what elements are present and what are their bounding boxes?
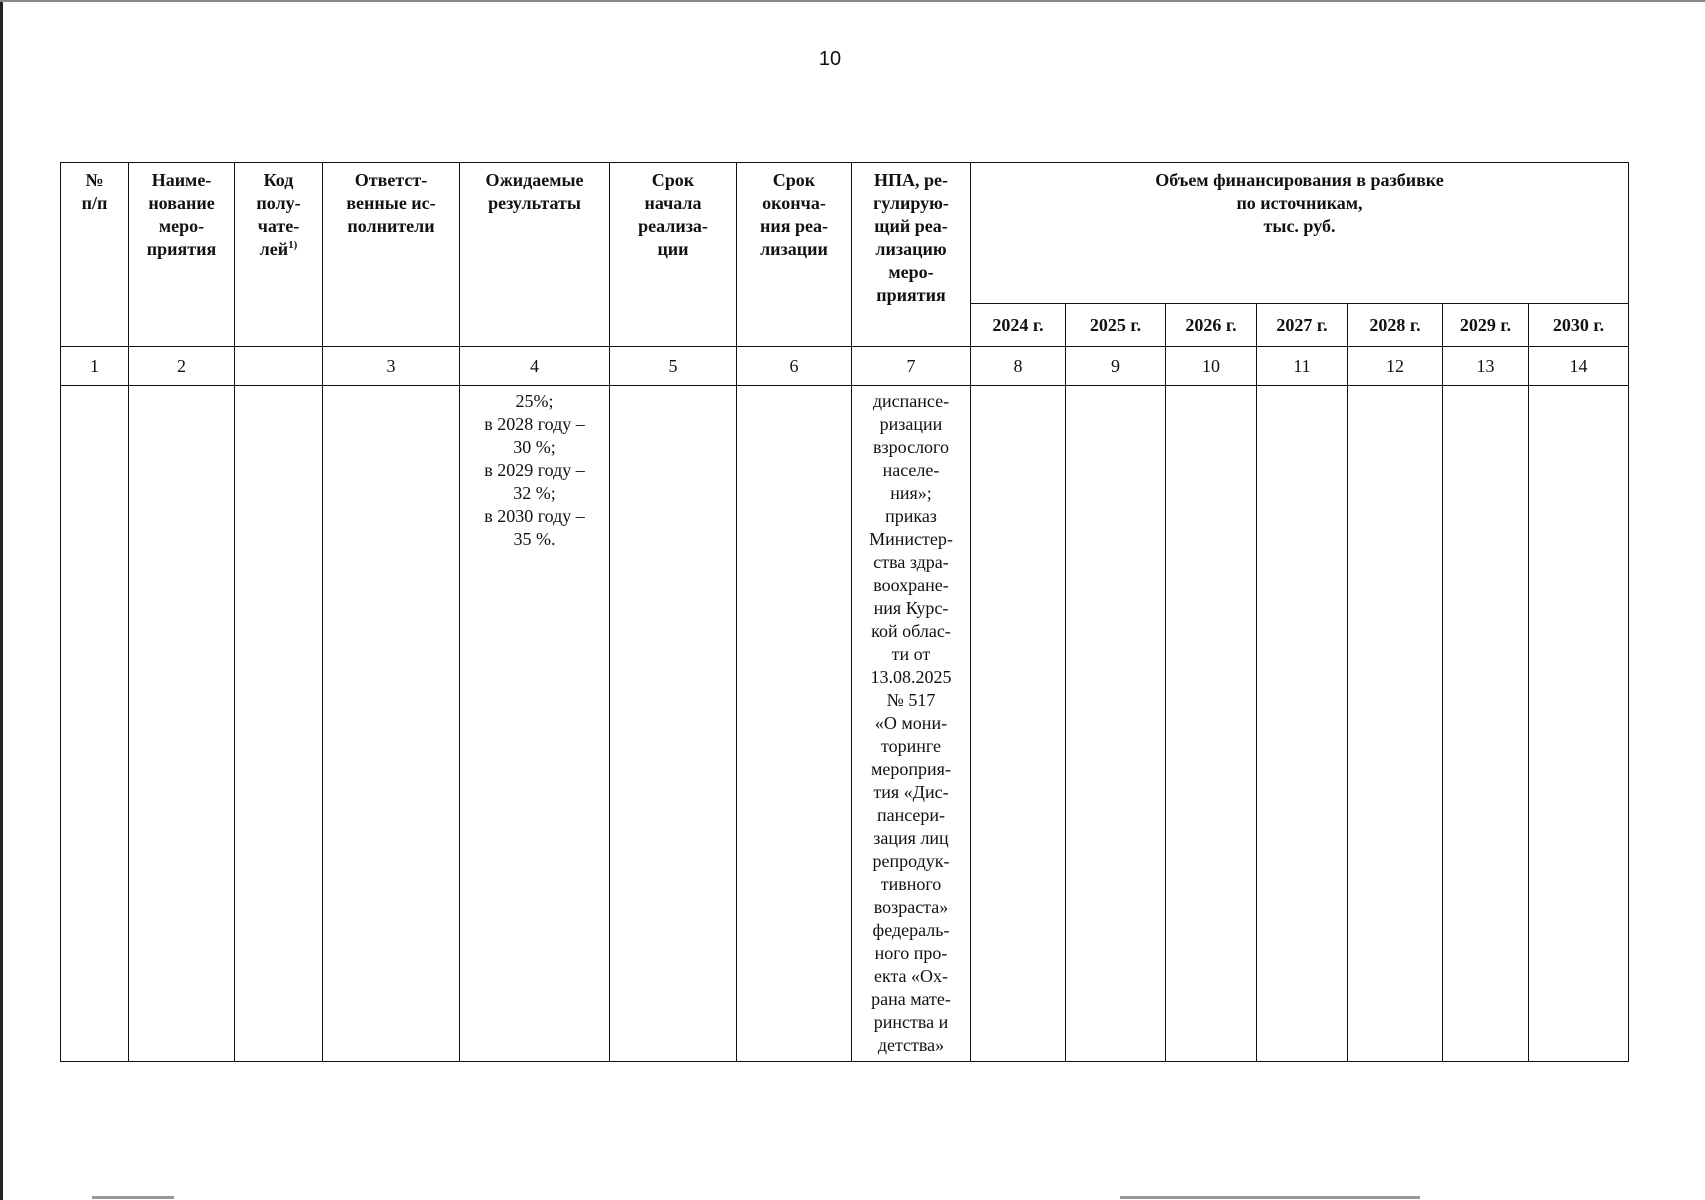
npa-text: рана мате-: [871, 989, 951, 1009]
header-text: оконча-: [762, 193, 826, 213]
cell-2024: [971, 386, 1066, 1062]
column-number: 13: [1443, 347, 1529, 386]
footnote-mark: 1): [288, 239, 298, 251]
cell-start: [610, 386, 737, 1062]
header-year-2030: 2030 г.: [1529, 304, 1629, 347]
header-text: Наиме-: [151, 170, 212, 190]
header-text: меро-: [158, 216, 205, 236]
npa-text: № 517: [886, 690, 936, 710]
npa-text: репродук-: [872, 851, 950, 871]
npa-text: ния»;: [890, 483, 932, 503]
npa-text: приказ: [885, 506, 937, 526]
results-text: 35 %.: [513, 529, 556, 549]
header-year-2026: 2026 г.: [1166, 304, 1257, 347]
header-text: венные ис-: [346, 193, 436, 213]
npa-text: диспансе-: [872, 391, 950, 411]
header-text: №: [85, 170, 104, 190]
header-text: меро-: [888, 262, 934, 282]
header-text: Ожидаемые: [485, 170, 584, 190]
cell-2029: [1443, 386, 1529, 1062]
cell-2025: [1066, 386, 1166, 1062]
npa-text: ти от: [891, 644, 931, 664]
header-col-results: [460, 163, 610, 347]
header-col-number: [61, 163, 129, 347]
page-number: 10: [818, 48, 842, 70]
header-text: Срок: [772, 170, 816, 190]
npa-text: детства»: [877, 1035, 945, 1055]
header-year-2028: 2028 г.: [1348, 304, 1443, 347]
column-number: 2: [129, 347, 235, 386]
column-number: 7: [852, 347, 971, 386]
npa-text: возраста»: [873, 897, 949, 917]
header-text: начала: [644, 193, 702, 213]
header-text: по источникам,: [1236, 193, 1363, 213]
scan-edge-top: [0, 0, 1705, 2]
column-number: 8: [971, 347, 1066, 386]
header-col-responsible: [323, 163, 460, 347]
results-text: в 2029 году –: [484, 460, 585, 480]
column-number: 14: [1529, 347, 1629, 386]
scan-artifact: [1120, 1196, 1420, 1199]
header-text: ции: [657, 239, 689, 259]
header-text: приятия: [146, 239, 217, 259]
header-col-start: [610, 163, 737, 347]
cell-number: [61, 386, 129, 1062]
cell-responsible: [323, 386, 460, 1062]
column-numbers-row: [61, 347, 1629, 386]
cell-npa: [852, 386, 971, 1062]
scan-edge: [0, 0, 3, 1200]
npa-text: Министер-: [869, 529, 953, 549]
cell-results: [460, 386, 610, 1062]
npa-text: кой облас-: [871, 621, 951, 641]
npa-text: тивного: [880, 874, 942, 894]
table-row: [61, 386, 1629, 1062]
npa-text: зация лиц: [873, 828, 949, 848]
column-number: 5: [610, 347, 737, 386]
cell-2026: [1166, 386, 1257, 1062]
npa-text: ства здра-: [873, 552, 949, 572]
header-text: полу-: [256, 193, 301, 213]
header-text: тыс. руб.: [1263, 216, 1336, 236]
header-text: результаты: [488, 193, 581, 213]
results-text: 25%;: [515, 391, 554, 411]
header-text: полнители: [347, 216, 435, 236]
financing-table: [60, 162, 1629, 1062]
column-number: 4: [460, 347, 610, 386]
column-number: 11: [1257, 347, 1348, 386]
header-text: реализа-: [638, 216, 708, 236]
header-text: лизации: [760, 239, 828, 259]
header-text: Ответст-: [354, 170, 428, 190]
header-text: чате-: [257, 216, 300, 236]
header-year-2029: 2029 г.: [1443, 304, 1529, 347]
npa-text: федераль-: [872, 920, 950, 940]
header-col-name: [129, 163, 235, 347]
header-text: Код: [263, 170, 294, 190]
npa-text: «О мони-: [874, 713, 948, 733]
cell-2027: [1257, 386, 1348, 1062]
header-text: щий реа-: [874, 216, 948, 236]
results-text: 30 %;: [513, 437, 556, 457]
header-col-end: [737, 163, 852, 347]
npa-text: ния Курс-: [873, 598, 949, 618]
header-text: лей: [259, 239, 289, 259]
column-number: 10: [1166, 347, 1257, 386]
column-number: 12: [1348, 347, 1443, 386]
header-text: приятия: [876, 285, 946, 305]
column-number: 1: [61, 347, 129, 386]
header-text: НПА, ре-: [874, 170, 948, 190]
npa-text: мероприя-: [871, 759, 951, 779]
results-text: в 2030 году –: [484, 506, 585, 526]
header-col-code: [235, 163, 323, 347]
npa-text: воохране-: [873, 575, 949, 595]
header-text: ния реа-: [760, 216, 828, 236]
cell-end: [737, 386, 852, 1062]
column-number: 3: [323, 347, 460, 386]
npa-text: тия «Дис-: [873, 782, 949, 802]
header-col-npa: [852, 163, 971, 347]
cell-name: [129, 386, 235, 1062]
column-number: 9: [1066, 347, 1166, 386]
header-text: нование: [148, 193, 215, 213]
header-text: гулирую-: [873, 193, 949, 213]
column-number: [235, 347, 323, 386]
scan-artifact: [92, 1196, 174, 1199]
cell-2028: [1348, 386, 1443, 1062]
header-text: п/п: [81, 193, 108, 213]
results-text: в 2028 году –: [484, 414, 585, 434]
npa-text: ринства и: [873, 1012, 949, 1032]
npa-text: взрослого: [873, 437, 949, 457]
npa-text: пансери-: [876, 805, 946, 825]
results-text: 32 %;: [513, 483, 556, 503]
npa-text: торинге: [880, 736, 942, 756]
header-year-2024: 2024 г.: [971, 304, 1066, 347]
header-text: лизацию: [875, 239, 947, 259]
npa-text: ризации: [879, 414, 943, 434]
cell-code: [235, 386, 323, 1062]
cell-2030: [1529, 386, 1629, 1062]
header-text: Срок: [651, 170, 695, 190]
npa-text: 13.08.2025: [870, 667, 952, 687]
column-number: 6: [737, 347, 852, 386]
header-text: Объем финансирования в разбивке: [1155, 170, 1444, 190]
header-year-2027: 2027 г.: [1257, 304, 1348, 347]
npa-text: ного про-: [874, 943, 948, 963]
header-financing: [971, 163, 1629, 304]
header-year-2025: 2025 г.: [1066, 304, 1166, 347]
npa-text: населе-: [882, 460, 940, 480]
npa-text: екта «Ох-: [873, 966, 949, 986]
